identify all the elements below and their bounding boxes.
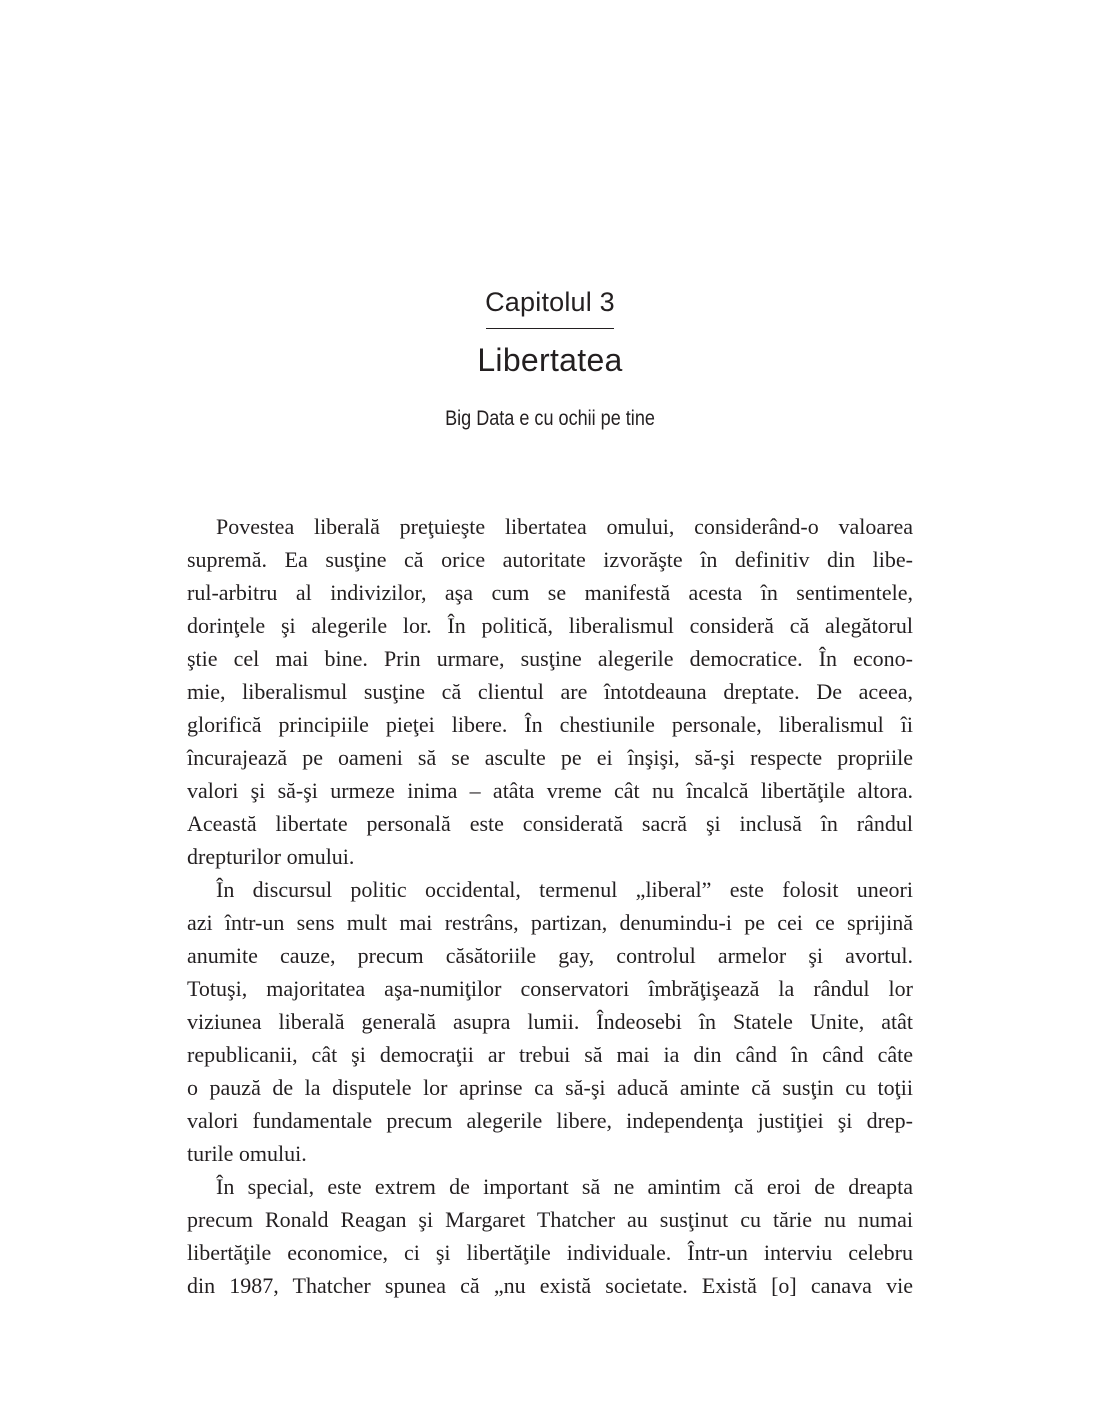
paragraph: [187, 1170, 913, 1302]
text-line: din 1987, Thatcher spunea că „nu există societate. Există [o] canava vie: [187, 1273, 913, 1298]
text-line: o pauză de la disputele lor aprinse ca să-şi aducă aminte că susţin cu toţii: [187, 1075, 913, 1100]
text-line: precum Ronald Reagan şi Margaret Thatcher au susţinut cu tărie nu numai: [187, 1207, 913, 1232]
text-line: ştie cel mai bine. Prin urmare, susţine alegerile democratice. În econo-: [187, 646, 913, 671]
text-line: valori şi să-şi urmeze inima – atâta vreme cât nu încalcă libertăţile altora.: [187, 778, 913, 803]
text-line: În discursul politic occidental, termenul „liberal” este folosit uneori: [216, 877, 913, 902]
text-line: turile omului.: [187, 1141, 307, 1166]
text-line: drepturilor omului.: [187, 844, 355, 869]
text-line: anumite cauze, precum căsătoriile gay, controlul armelor şi avortul.: [187, 943, 913, 968]
text-line: republicanii, cât şi democraţii ar trebui să mai ia din când în când câte: [187, 1042, 913, 1067]
text-line: glorifică principiile pieţei libere. În chestiunile personale, liberalismul îi: [187, 712, 913, 737]
text-line: Această libertate personală este considerată sacră şi inclusă în rândul: [187, 811, 913, 836]
paragraph: [187, 873, 913, 1170]
text-line: dorinţele şi alegerile lor. În politică, liberalismul consideră că alegătorul: [187, 613, 913, 638]
text-line: valori fundamentale precum alegerile libere, independenţa justiţiei şi drep-: [187, 1108, 913, 1133]
text-line: azi într-un sens mult mai restrâns, partizan, denumindu-i pe cei ce sprijină: [187, 910, 913, 935]
paragraph: [187, 510, 913, 873]
text-line: libertăţile economice, ci şi libertăţile individuale. Într-un interviu celebru: [187, 1240, 913, 1265]
text-line: Totuşi, majoritatea aşa-numiţilor conservatori îmbrăţişează la rândul lor: [187, 976, 913, 1001]
text-line: În special, este extrem de important să ne amintim că eroi de dreapta: [216, 1174, 913, 1199]
text-line: mie, liberalismul susţine că clientul are întotdeauna dreptate. De aceea,: [187, 679, 913, 704]
chapter-divider: [486, 328, 614, 329]
body-text: [187, 510, 913, 1302]
chapter-title: Libertatea: [477, 342, 623, 378]
text-line: Povestea liberală preţuieşte libertatea omului, considerând-o valoarea: [216, 514, 913, 539]
text-line: viziunea liberală generală asupra lumii. Îndeosebi în Statele Unite, atât: [187, 1009, 913, 1034]
chapter-subtitle: Big Data e cu ochii pe tine: [445, 407, 655, 430]
text-line: încurajează pe oameni să se asculte pe ei înşişi, să-şi respecte propriile: [187, 745, 913, 770]
chapter-label: Capitolul 3: [485, 287, 615, 317]
text-line: supremă. Ea susţine că orice autoritate izvorăşte în definitiv din libe-: [187, 547, 913, 572]
text-line: rul-arbitru al indivizilor, aşa cum se manifestă acesta în sentimentele,: [187, 580, 913, 605]
